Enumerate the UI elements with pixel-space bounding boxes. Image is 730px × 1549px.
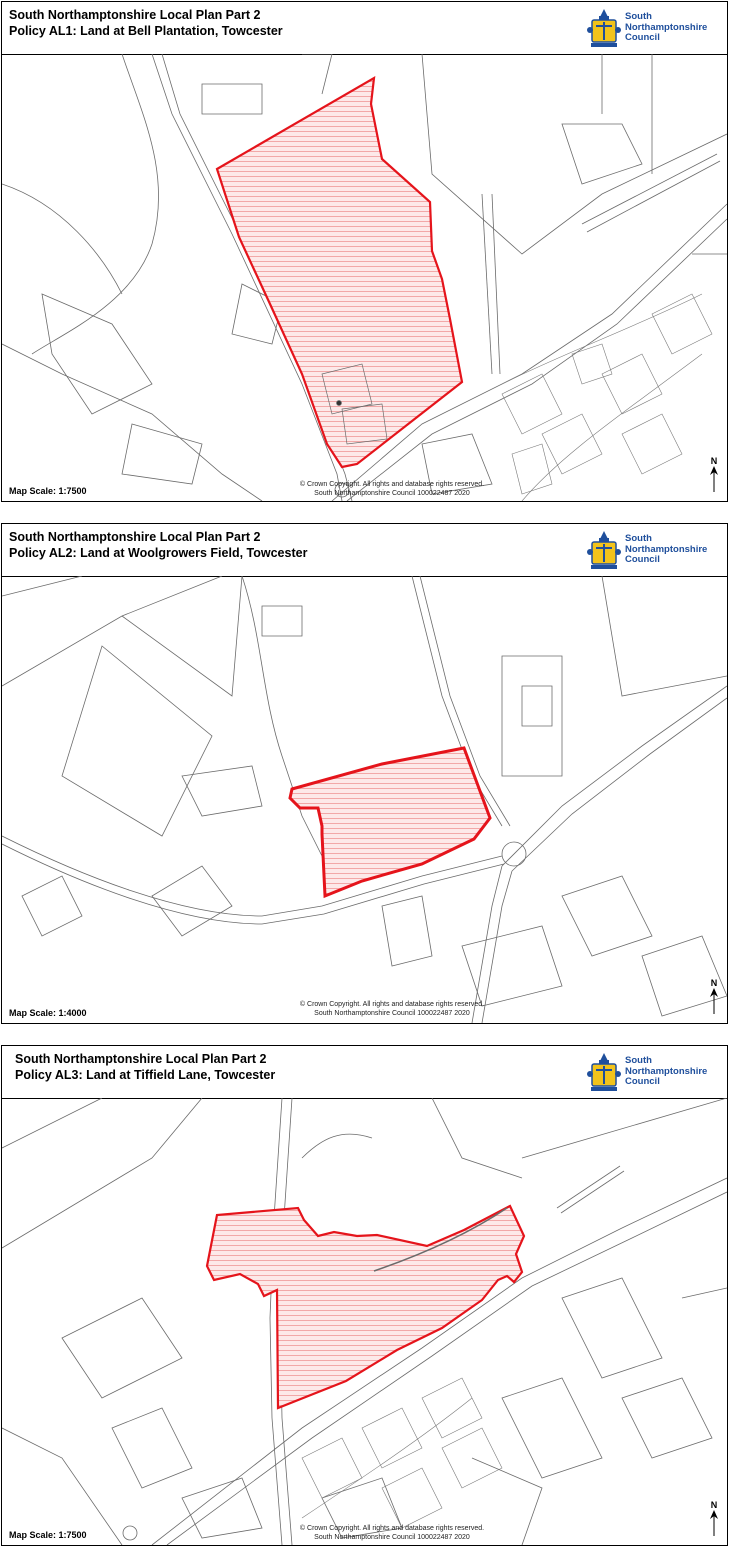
- map-panel-al1: [1, 1, 728, 502]
- map-area[interactable]: [2, 54, 727, 501]
- copyright-notice: © Crown Copyright. All rights and database rights reserved. South Northamptonshire Council 100022487 2020: [299, 481, 485, 497]
- plan-title: South Northamptonshire Local Plan Part 2: [9, 530, 261, 544]
- map-canvas[interactable]: [2, 1098, 727, 1545]
- svg-text:N: N: [710, 978, 718, 988]
- council-logo: [587, 530, 708, 570]
- logo-text: South Northamptonshire Council: [625, 533, 708, 565]
- crest-icon: [587, 530, 621, 570]
- svg-text:N: N: [710, 1500, 718, 1510]
- policy-title: Policy AL1: Land at Bell Plantation, Towcester: [9, 24, 283, 38]
- panel-header: [2, 2, 727, 55]
- panel-header: [2, 524, 727, 577]
- map-area[interactable]: [2, 576, 727, 1023]
- map-area[interactable]: [2, 1098, 727, 1545]
- copyright-notice: © Crown Copyright. All rights and database rights reserved. South Northamptonshire Council 100022487 2020: [299, 1525, 485, 1541]
- north-arrow-icon: [707, 1499, 721, 1537]
- map-canvas[interactable]: [2, 54, 727, 501]
- council-logo: [587, 1052, 708, 1092]
- panel-header: [2, 1046, 727, 1099]
- map-canvas[interactable]: [2, 576, 727, 1023]
- housing-estate: [302, 1378, 502, 1528]
- site-boundary[interactable]: [217, 78, 462, 467]
- map-panel-al2: [1, 523, 728, 1024]
- site-boundary[interactable]: [290, 748, 490, 896]
- council-logo: [587, 8, 708, 48]
- map-panel-al3: [1, 1045, 728, 1546]
- crest-icon: [587, 8, 621, 48]
- site-boundary[interactable]: [207, 1206, 524, 1408]
- policy-title: Policy AL3: Land at Tiffield Lane, Towcester: [15, 1068, 276, 1082]
- logo-text: South Northamptonshire Council: [625, 1055, 708, 1087]
- logo-text: South Northamptonshire Council: [625, 11, 708, 43]
- svg-text:N: N: [710, 456, 718, 466]
- map-scale: Map Scale: 1:7500: [9, 486, 87, 496]
- policy-title: Policy AL2: Land at Woolgrowers Field, Towcester: [9, 546, 308, 560]
- map-scale: Map Scale: 1:7500: [9, 1530, 87, 1540]
- north-arrow-icon: [707, 455, 721, 493]
- north-arrow-icon: [707, 977, 721, 1015]
- copyright-notice: © Crown Copyright. All rights and database rights reserved. South Northamptonshire Council 100022487 2020: [299, 1001, 485, 1017]
- crest-icon: [587, 1052, 621, 1092]
- map-scale: Map Scale: 1:4000: [9, 1008, 87, 1018]
- plan-title: South Northamptonshire Local Plan Part 2: [9, 8, 261, 22]
- plan-title: South Northamptonshire Local Plan Part 2: [15, 1052, 267, 1066]
- housing-estate: [502, 294, 712, 501]
